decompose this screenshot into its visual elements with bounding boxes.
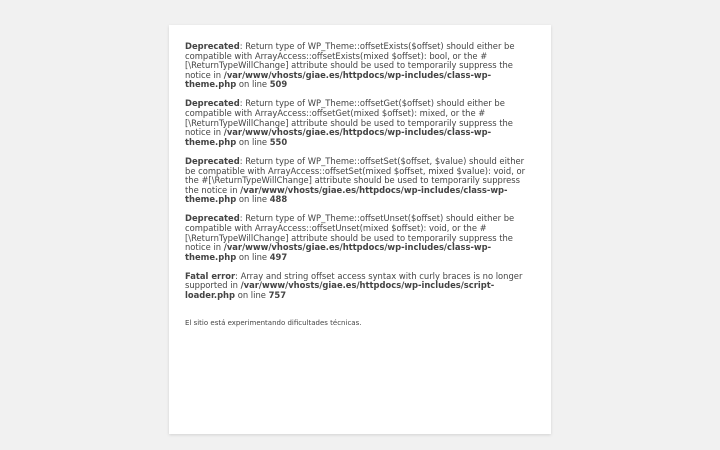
notice-line-label: on line (235, 290, 269, 301)
deprecated-notice-offset-get (185, 99, 535, 147)
notice-message: : Return type of WP_Theme::offsetGet($offset) should either be compatible with ArrayAccess::offsetGet(mixed $offset): mixed, or the #[\ReturnTypeWillChange] attribute should be used to temporarily suppress the notice in (185, 98, 513, 138)
technical-difficulties-message: El sitio está experimentando dificultades técnicas. (185, 318, 362, 327)
notice-line-label: on line (236, 251, 270, 262)
notice-file-path: /var/www/vhosts/giae.es/httpdocs/wp-includes/class-wp-theme.php (185, 127, 492, 147)
notice-line-number: 509 (269, 79, 288, 90)
notice-line-label: on line (236, 79, 270, 90)
notice-line-label: on line (236, 136, 270, 147)
notice-line-number: 488 (269, 194, 288, 205)
deprecated-notice-offset-unset (185, 214, 535, 262)
notice-line-number: 497 (269, 251, 288, 262)
notice-type: Deprecated (185, 213, 240, 224)
notice-message: : Return type of WP_Theme::offsetUnset($offset) should either be compatible with ArrayAccess::offsetUnset(mixed $offset): void, or the #[\ReturnTypeWillChange] attribute should be used to temporarily suppress the notice in (185, 213, 515, 253)
notice-file-path: /var/www/vhosts/giae.es/httpdocs/wp-includes/class-wp-theme.php (185, 184, 508, 205)
notice-file-path: /var/www/vhosts/giae.es/httpdocs/wp-includes/class-wp-theme.php (185, 242, 492, 262)
notice-file-path: /var/www/vhosts/giae.es/httpdocs/wp-includes/script-loader.php (185, 280, 495, 301)
notice-file-path: /var/www/vhosts/giae.es/httpdocs/wp-includes/class-wp-theme.php (185, 69, 492, 90)
notice-line-number: 757 (268, 290, 287, 301)
deprecated-notice-offset-exists (185, 42, 535, 90)
deprecated-notice-offset-set (185, 157, 535, 205)
notice-type: Deprecated (185, 41, 240, 51)
notice-message: : Array and string offset access syntax with curly braces is no longer supported in (185, 270, 523, 291)
fatal-error-notice (185, 272, 535, 301)
notice-type: Deprecated (185, 98, 240, 109)
error-card (169, 25, 551, 434)
notice-line-label: on line (236, 194, 270, 205)
notice-type: Deprecated (185, 155, 240, 166)
notice-message: : Return type of WP_Theme::offsetExists($offset) should either be compatible with ArrayAccess::offsetExists(mixed $offset): bool, or the #[\ReturnTypeWillChange] attribute should be used to temporarily suppress the notice in (185, 41, 515, 80)
notice-type: Fatal error (185, 270, 236, 281)
notice-message: : Return type of WP_Theme::offsetSet($offset, $value) should either be compatible with ArrayAccess::offsetSet(mixed $offset, mixed $value): void, or the #[\ReturnTypeWillChange] attribute should be used to temporarily suppress the notice in (185, 155, 526, 195)
notice-line-number: 550 (269, 136, 288, 147)
